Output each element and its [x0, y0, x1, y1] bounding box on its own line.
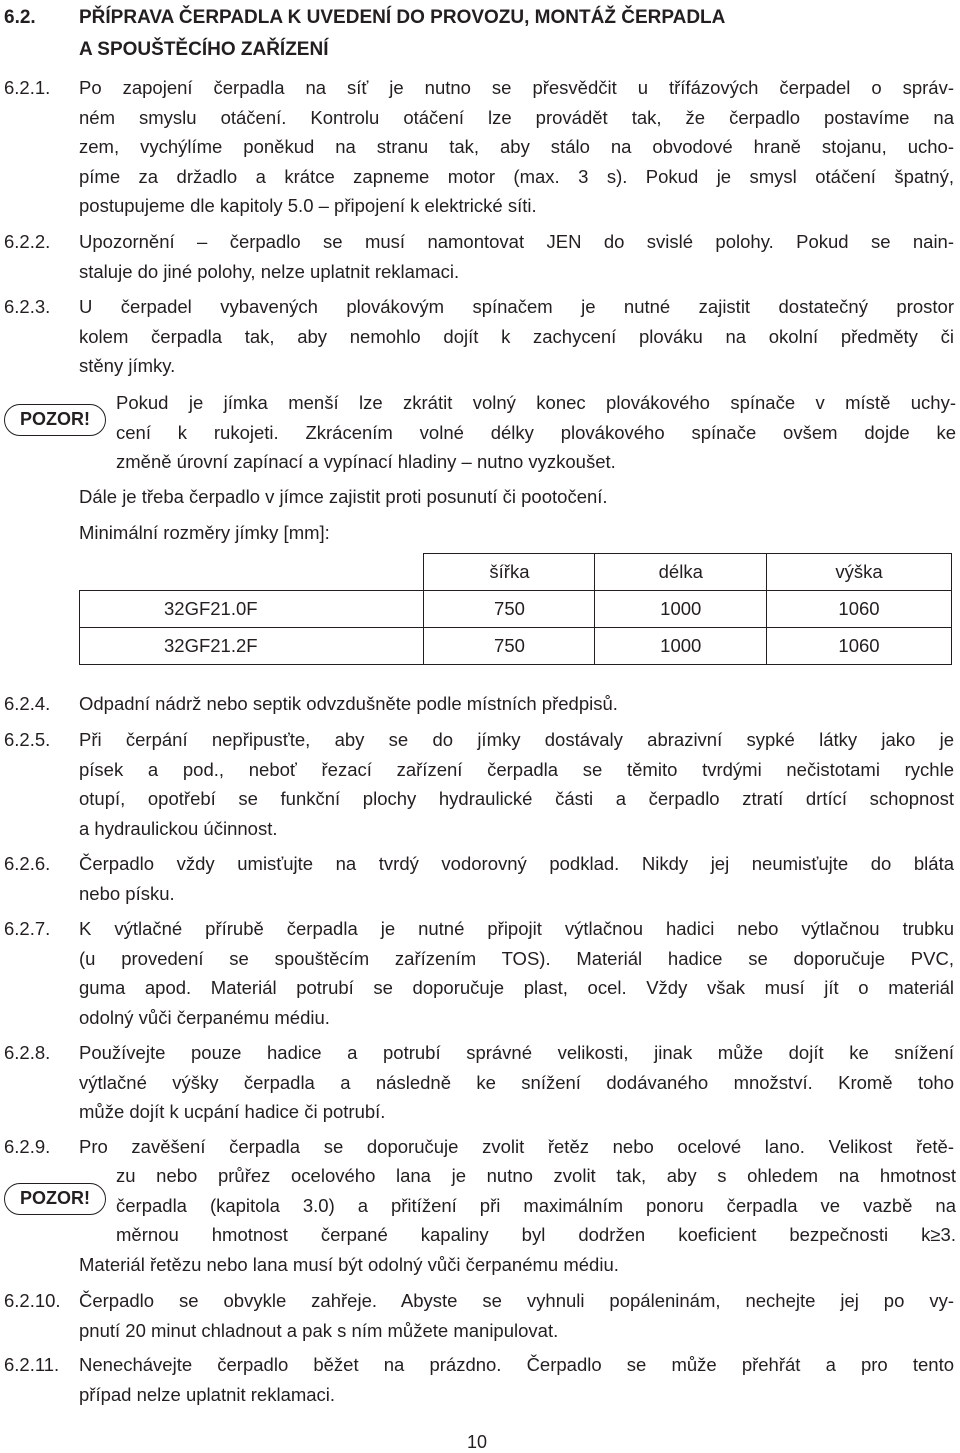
section-text [79, 482, 954, 512]
section-text [79, 849, 954, 908]
section-text [79, 227, 954, 286]
section-text [79, 1350, 954, 1409]
table-cell: 1060 [767, 628, 952, 665]
text-line: odolný vůči čerpanému médiu. [79, 1006, 330, 1028]
table-cell-model: 32GF21.0F [80, 591, 424, 628]
warning-badge [4, 1183, 106, 1215]
table-row [80, 628, 952, 665]
table-header-width: šířka [424, 554, 595, 591]
text-line: (u provedení se spouštěcím zařízením TOS). Materiál hadice se doporučuje PVC, [79, 947, 954, 969]
text-line: pnutí 20 minut chladnout a pak s ním můžete manipulovat. [79, 1319, 559, 1341]
section-number: 6.2.3. [4, 296, 51, 317]
section-number: 6.2.9. [4, 1136, 51, 1157]
section-text [79, 725, 954, 843]
section-text [79, 1132, 954, 1162]
text-line: postupujeme dle kapitoly 5.0 – připojení k elektrické síti. [79, 195, 537, 216]
text-line: zem, vychýlíme poněkud na stranu tak, aby stálo na obvodové hraně stojanu, ucho- [79, 136, 954, 157]
section-text [79, 914, 954, 1032]
table-cell: 1000 [595, 591, 767, 628]
warning-badge-label: POZOR! [20, 1188, 90, 1208]
text-line: a hydraulickou účinnost. [79, 817, 278, 839]
table-cell: 750 [424, 591, 595, 628]
text-line: Pro zavěšení čerpadla se doporučuje zvolit řetěz nebo ocelové lano. Velikost řetě- [79, 1136, 954, 1157]
section-text [79, 1038, 954, 1127]
heading-title [79, 2, 949, 66]
warning-badge-label: POZOR! [20, 409, 90, 429]
table-cell-model: 32GF21.2F [80, 628, 424, 665]
text-line: Nenechávejte čerpadlo běžet na prázdno. Čerpadlo se může přehřát a pro tento [79, 1354, 954, 1375]
text-line: staluje do jiné polohy, nelze uplatnit reklamaci. [79, 260, 460, 282]
text-line: může dojít k ucpání hadice či potrubí. [79, 1101, 386, 1122]
text-line: Materiál řetězu nebo lana musí být odolný vůči čerpanému médiu. [79, 1254, 619, 1275]
section-text [79, 689, 954, 719]
section-number: 6.2.7. [4, 918, 51, 939]
table-cell: 1060 [767, 591, 952, 628]
table-header-length: délka [595, 554, 767, 591]
sump-dimensions-table [79, 553, 952, 665]
table-corner [80, 554, 424, 591]
section-number: 6.2.1. [4, 77, 51, 98]
page-number: 10 [467, 1432, 488, 1452]
heading-number: 6.2. [4, 7, 36, 28]
section-number: 6.2.5. [4, 729, 51, 750]
text-line: změně úrovní zapínací a vypínací hladiny – nutno vyzkoušet. [116, 451, 616, 472]
section-number: 6.2.8. [4, 1042, 51, 1063]
text-line: U čerpadel vybavených plovákovým spínačem je nutné zajistit dostatečný prostor [79, 296, 954, 317]
table-row [80, 591, 952, 628]
text-line: písek a pod., neboť řezací zařízení čerpadla se těmito tvrdými nečistotami rychle [79, 758, 954, 780]
table-cell: 750 [424, 628, 595, 665]
text-line: Minimální rozměry jímky [mm]: [79, 522, 330, 543]
warning-text [116, 1161, 956, 1250]
section-text [79, 73, 954, 221]
table-header-row [80, 554, 952, 591]
table-header-height: výška [767, 554, 952, 591]
text-line: cení k rukojeti. Zkrácením volné délky plovákového spínače ovšem dojde ke [116, 421, 956, 443]
section-number: 6.2.10. [4, 1290, 61, 1311]
text-line: ném smyslu otáčení. Kontrolu otáčení lze provádět tak, že čerpadlo postavíme na [79, 106, 954, 128]
heading-line-2: A SPOUŠTĚCÍHO ZAŘÍZENÍ [79, 39, 329, 60]
heading-line-1: PŘÍPRAVA ČERPADLA K UVEDENÍ DO PROVOZU, MONTÁŽ ČERPADLA [79, 7, 726, 28]
table-cell: 1000 [595, 628, 767, 665]
section-text [79, 292, 954, 381]
text-line: nebo písku. [79, 882, 175, 904]
text-line: Pokud je jímka menší lze zkrátit volný konec plovákového spínače v místě uchy- [116, 392, 956, 413]
text-line: Po zapojení čerpadla na síť je nutno se přesvědčit u třífázových čerpadel o správ- [79, 77, 954, 98]
text-line: měrnou hmotnost čerpané kapaliny byl dodržen koeficient bezpečnosti k≥3. [116, 1224, 956, 1245]
text-line: Používejte pouze hadice a potrubí správné velikosti, jinak může dojít ke snížení [79, 1042, 954, 1063]
text-line: Odpadní nádrž nebo septik odvzdušněte podle místních předpisů. [79, 693, 618, 714]
section-text [79, 1286, 954, 1345]
text-line: otupí, opotřebí se funkční plochy hydraulické části a čerpadlo ztratí drtící schopnost [79, 788, 954, 809]
section-number: 6.2.4. [4, 693, 51, 714]
text-line: výtlačné výšky čerpadla a následně ke snížení dodávaného množství. Kromě toho [79, 1071, 954, 1093]
text-line: Čerpadlo vždy umisťujte na tvrdý vodorovný podklad. Nikdy jej neumisťujte do bláta [79, 853, 954, 874]
section-number: 6.2.11. [4, 1354, 60, 1375]
text-line: zu nebo průřez ocelového lana je nutno zvolit tak, aby s ohledem na hmotnost [116, 1165, 956, 1186]
text-line: K výtlačné přírubě čerpadla je nutné připojit výtlačnou hadici nebo výtlačnou trubku [79, 918, 954, 939]
text-line: kolem čerpadla tak, aby nemohlo dojít k zachycení plováku na okolní předměty či [79, 325, 954, 347]
text-line: čerpadla (kapitola 3.0) a přitížení při maximálním ponoru čerpadla ve vazbě na [116, 1194, 956, 1216]
text-line: Upozornění – čerpadlo se musí namontovat JEN do svislé polohy. Pokud se nain- [79, 231, 954, 252]
text-line: Při čerpání nepřipusťte, aby se do jímky dostávaly abrazivní sypké látky jako je [79, 729, 954, 750]
text-line: Dále je třeba čerpadlo v jímce zajistit proti posunutí či pootočení. [79, 486, 608, 507]
text-line: píme za držadlo a krátce zapneme motor (max. 3 s). Pokud je smysl otáčení špatný, [79, 165, 954, 187]
warning-badge [4, 404, 106, 436]
text-line: Čerpadlo se obvykle zahřeje. Abyste se vyhnuli popáleninám, nechejte jej po vy- [79, 1290, 954, 1311]
warning-text [116, 388, 956, 477]
text-line: případ nelze uplatnit reklamaci. [79, 1383, 336, 1405]
text-line: stěny jímky. [79, 355, 176, 376]
text-line: guma apod. Materiál potrubí se doporučuje plast, ocel. Vždy však musí jít o materiál [79, 977, 954, 998]
section-number: 6.2.6. [4, 853, 51, 874]
section-number: 6.2.2. [4, 231, 51, 252]
